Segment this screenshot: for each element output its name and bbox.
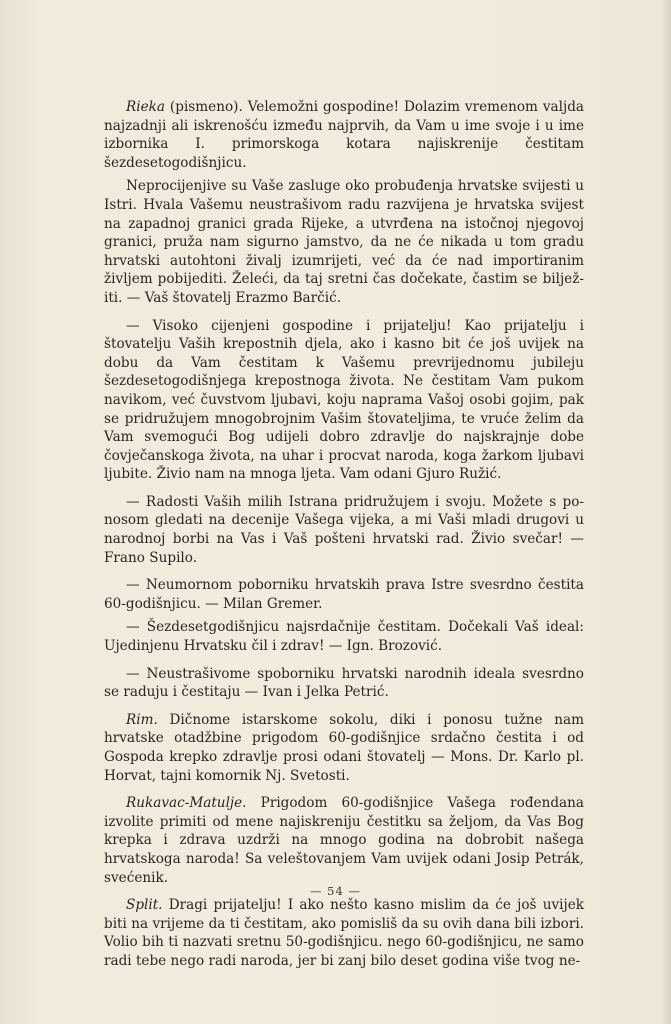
- paragraph-text: Neprocijenjive su Vaše zasluge oko probuđenja hrvatske svijesti u Istri. Hvala Vašemu neustrašivom radu razvijena je hrvatska svijest na zapadnoj granici grada Rijeke, a utvrđena na istočnoj njegovoj granici, pruža nam sigurno jamstvo, da ne će nikada u tom gradu hrvatski autohtoni živalj izumrijeti, već da će nad importiranim življem pobijediti. Želeći, da taj sretni čas dočekate, častim se bilježiti. — Vaš štovatelj Erazmo Barčić.: [104, 178, 584, 306]
- place-name: Split.: [126, 897, 163, 914]
- paragraph-barcic: [104, 177, 584, 307]
- paragraph-text: — Neustrašivome spoborniku hrvatski narodnih ideala svesrdno se raduju i čestitaju — Ivan i Jelka Petrić.: [104, 665, 584, 701]
- place-name: Rukavac-Matulje.: [126, 795, 247, 812]
- paragraph-text: Prigodom 60-godišnjice Vašega rođendana izvolite primiti od mene najiskreniju čestitku sa željom, da Vas Bog krepka i zdrava uzdrži na mnogo godina na dobrobit našega hrvatskoga naroda! Sa veleštovanjem Vam uvijek odani Josip Petrák, svećenik.: [104, 795, 584, 886]
- paragraph-rukavac: [104, 794, 584, 887]
- paragraph-text: — Neumornom poborniku hrvatskih prava Istre svesrdno čestita 60-godišnjicu. — Milan Gremer.: [104, 577, 584, 612]
- paragraph-text: — Radosti Vaših milih Istrana pridružujem i svoju. Možete s ponosom gledati na decenije Vašega vijeka, a mi Vaši mladi drugovi u narodnoj borbi na Vas i Vaš pošteni hrvatski rad. Živio svečar! — Frano Supilo.: [104, 493, 584, 566]
- paragraph-text: — Visoko cijenjeni gospodine i prijatelju! Kao prijatelju i štovatelju Vaših krepostnih djela, ako i kasno bit će još uvijek na dobu da Vam čestitam k Vašemu prevrijednomu jubileju šezdesetogodišnjega krepostnoga života. Ne čestitam Vam pukom navikom, već čuvstvom ljubavi, koju naprama Vašoj osobi gojim, pak se pridružujem mnogobrojnim Vašim štovateljima, te vruće želim da Vam svemogući Bog udijeli dobro zdravlje do najskrajnje dobe čovječanskoga života, na uhar i procvat naroda, koga žarkom ljubavi ljubite. Živio nam na mnoga ljeta. Vam odani Gjuro Ružić.: [104, 317, 584, 483]
- paragraph-rieka: [104, 98, 584, 172]
- paragraph-text: Dragi prijatelju! I ako nešto kasno mislim da će još uvijek biti na vrijeme da ti čestitam, ako pomisliš da su ovih dana bili izbori. Volio bih ti nazvati sretnu 50-godišnjicu. nego 60-godišnjicu, ne samo radi tebe nego radi naroda, jer bi zanj bilo deset godina više tvog ne-: [104, 897, 584, 969]
- paragraph-ruzic: [104, 317, 584, 484]
- paragraph-text: (pismeno). Velemožni gospodine! Dolazim vremenom valjda najzadnji ali iskrenošću između najprvih, da Vam u ime svoje i u ime izbornika I. primorskoga kotara najiskrenije čestitam šezdesetogodišnjicu.: [104, 99, 584, 171]
- paragraph-split: [104, 896, 584, 970]
- paragraph-supilo: [104, 493, 584, 567]
- paragraph-brozovic: [104, 618, 584, 655]
- body-text: [104, 98, 584, 976]
- paragraph-rim: [104, 711, 584, 785]
- page-edge-shadow: [661, 0, 671, 1024]
- place-name: Rieka: [126, 99, 165, 115]
- paragraph-petric: [104, 665, 584, 702]
- page-number: — 54 —: [310, 884, 361, 898]
- paragraph-text: Dičnome istarskome sokolu, diki i ponosu tužne nam hrvatske otadžbine prigodom 60-godišnjice srdačno čestita i od Gospoda krepko zdravlje prosi odani štovatelj — Mons. Dr. Karlo pl. Horvat, tajni komornik Nj. Svetosti.: [104, 711, 584, 784]
- paragraph-gremer: [104, 576, 584, 613]
- paragraph-text: — Šezdesetgodišnjicu najsrdačnije čestitam. Dočekali Vaš ideal: Ujedinjenu Hrvatsku čil i zdrav! — Ign. Brozović.: [104, 619, 584, 655]
- place-name: Rim.: [126, 711, 158, 728]
